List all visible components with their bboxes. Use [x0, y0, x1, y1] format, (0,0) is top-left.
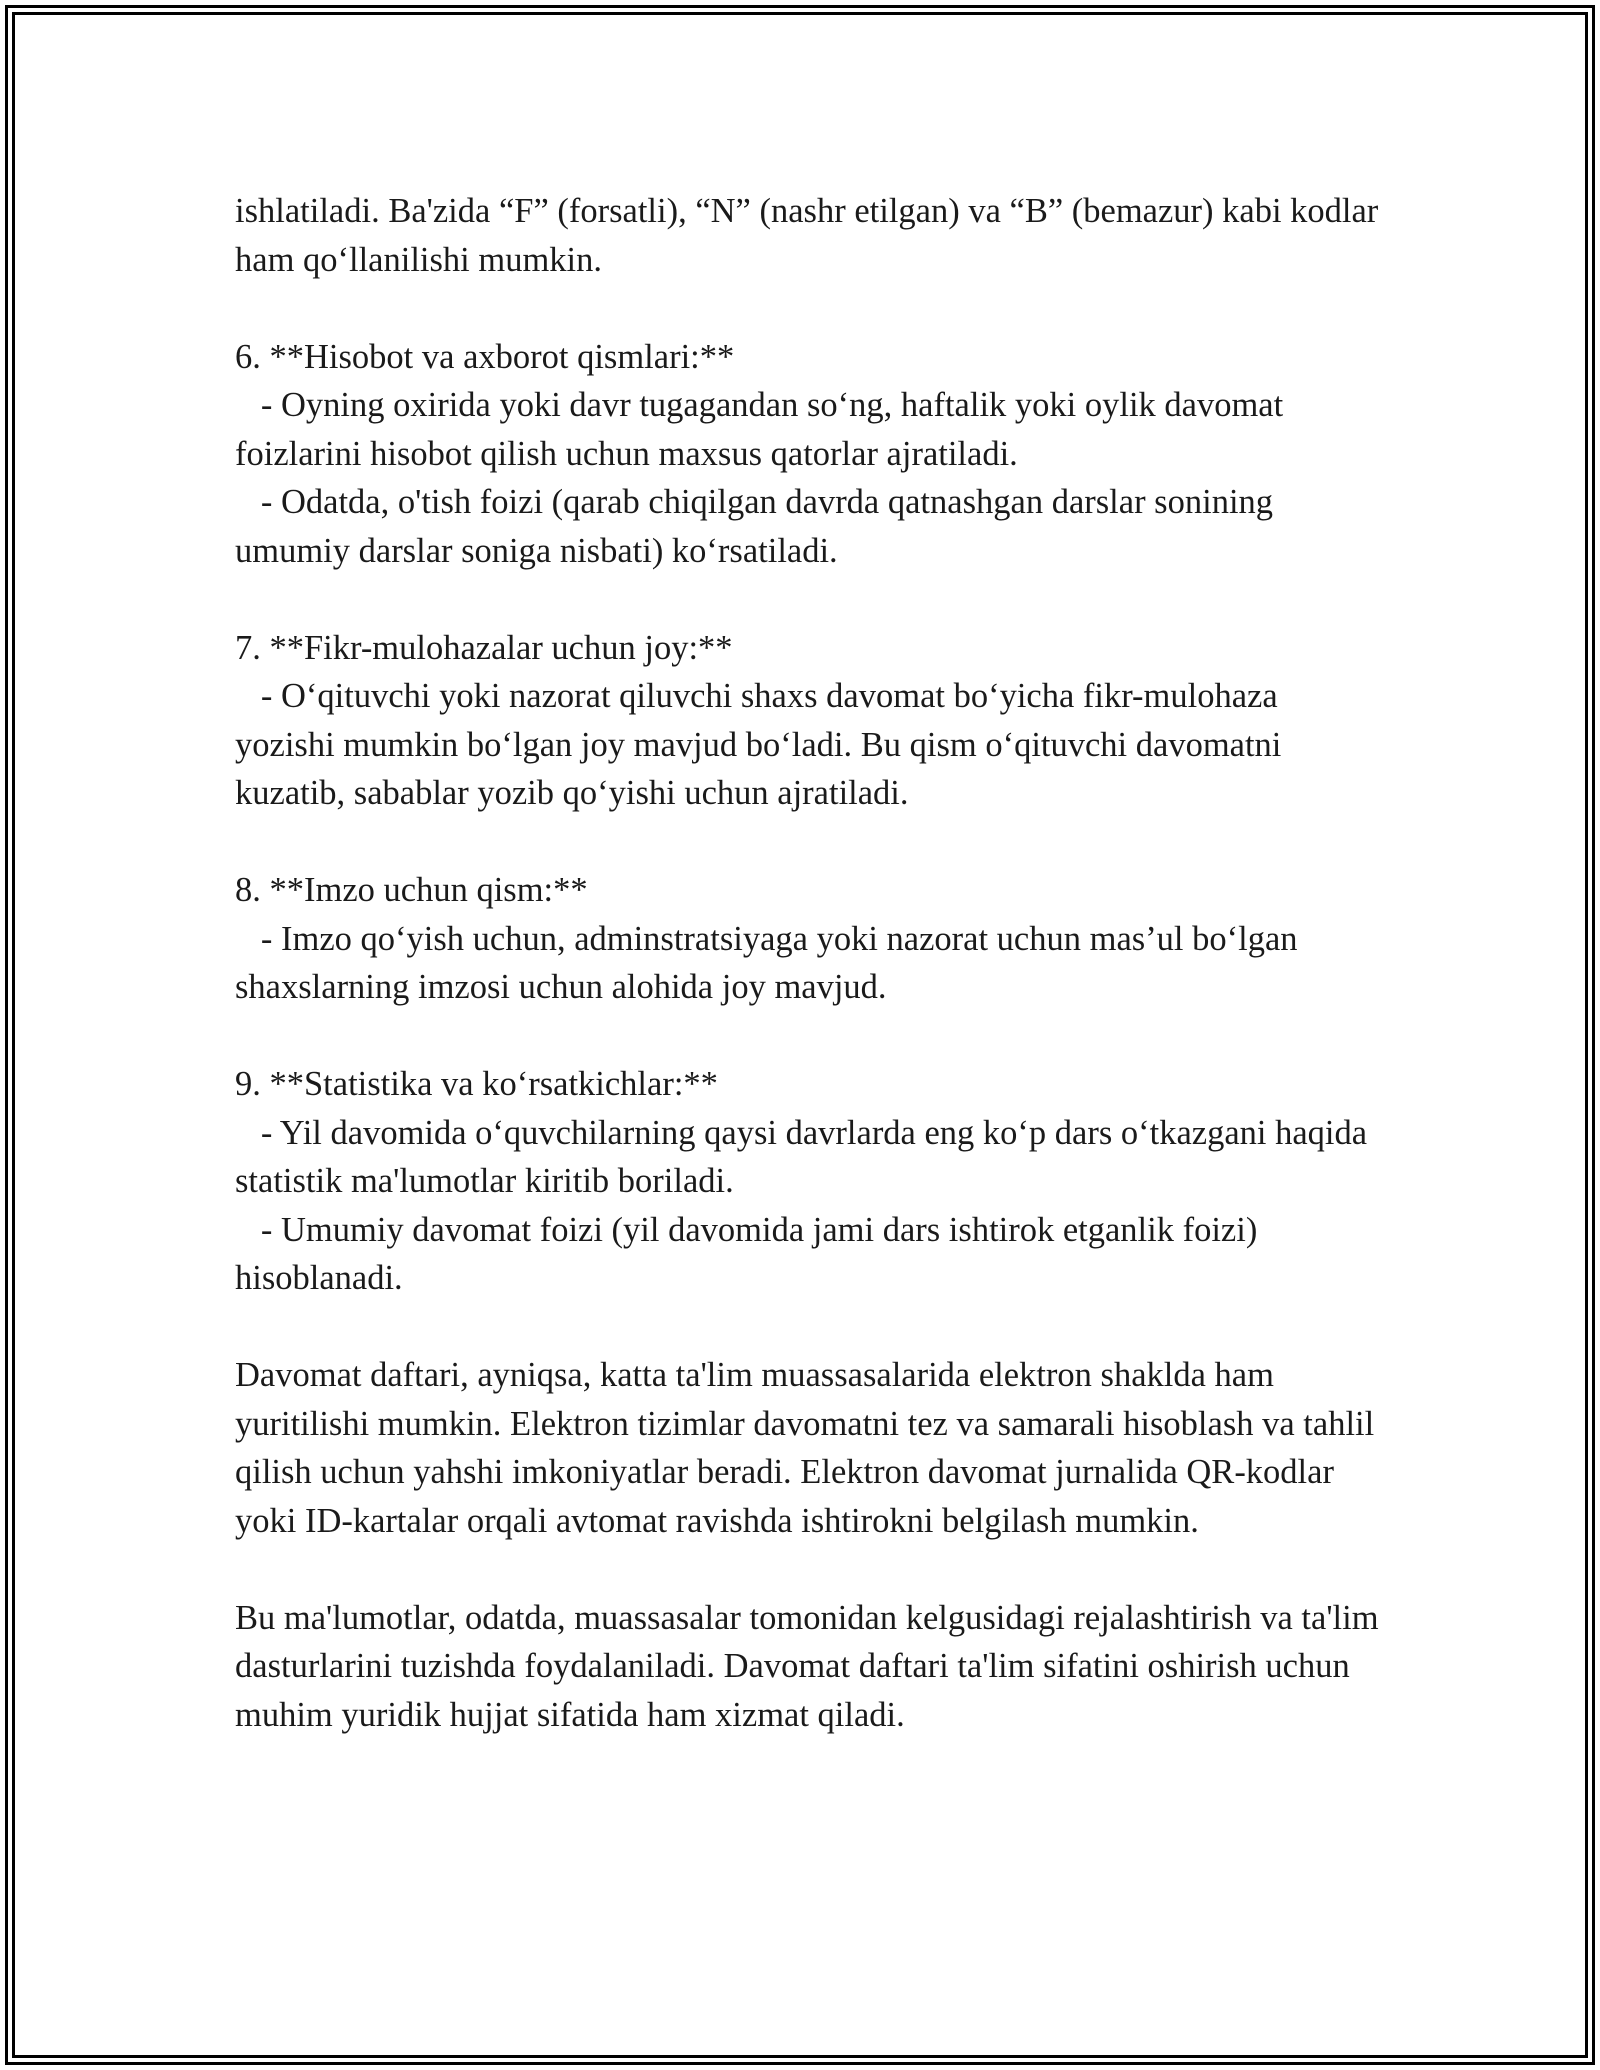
intro-paragraph: ishlatiladi. Ba'zida “F” (forsatli), “N” (nashr etilgan) va “B” (bemazur) kabi kodlar ham qo‘llanilishi mumkin. — [235, 192, 1387, 279]
section-6 — [235, 333, 1385, 576]
paragraph-spacer — [235, 575, 1385, 624]
paragraph-spacer — [235, 818, 1385, 867]
section-heading: 9. **Statistika va ko‘rsatkichlar:** — [235, 1065, 718, 1103]
section-7 — [235, 624, 1385, 818]
section-heading: 8. **Imzo uchun qism:** — [235, 871, 588, 909]
body-paragraph: Davomat daftari, ayniqsa, katta ta'lim muassasalarida elektron shaklda ham yuritilishi mumkin. Elektron tizimlar davomatni tez va samarali hisoblash va tahlil qilish uchun yahshi imkoniyatlar beradi. Elektron davomat jurnalida QR-kodlar yoki ID-kartalar orqali avtomat ravishda ishtirokni belgilash mumkin. — [235, 1356, 1383, 1540]
section-bullet: - Odatda, o'tish foizi (qarab chiqilgan davrda qatnashgan darslar sonining umumiy darslar soniga nisbati) ko‘rsatiladi. — [235, 483, 1282, 570]
document-body — [235, 187, 1388, 1739]
paragraph-spacer — [235, 1545, 1385, 1594]
paragraph-spacer — [235, 284, 1385, 333]
section-bullet: - Yil davomida o‘quvchilarning qaysi davrlarda eng ko‘p dars o‘tkazgani haqida statistik ma'lumotlar kiritib boriladi. — [235, 1113, 1376, 1200]
section-bullet: - Imzo qo‘yish uchun, adminstratsiyaga yoki nazorat uchun mas’ul bo‘lgan shaxslarning imzosi uchun alohida joy mavjud. — [235, 919, 1307, 1006]
section-heading: 6. **Hisobot va axborot qismlari:** — [235, 337, 735, 376]
paragraph-spacer — [235, 1012, 1385, 1061]
section-8 — [235, 866, 1385, 1012]
section-heading: 7. **Fikr-mulohazalar uchun joy:** — [235, 628, 733, 667]
paragraph-spacer — [235, 1303, 1385, 1352]
section-bullet: - O‘qituvchi yoki nazorat qiluvchi shaxs davomat bo‘yicha fikr-mulohaza yozishi mumkin bo‘lgan joy mavjud bo‘ladi. Bu qism o‘qituvchi davomatni kuzatib, sabablar yozib qo‘yishi uchun ajratiladi. — [235, 677, 1291, 812]
section-9 — [235, 1060, 1385, 1303]
section-bullet: - Umumiy davomat foizi (yil davomida jami dars ishtirok etganlik foizi) hisoblanadi. — [235, 1210, 1266, 1297]
section-bullet: - Oyning oxirida yoki davr tugagandan so‘ng, haftalik yoki oylik davomat foizlarini hisobot qilish uchun maxsus qatorlar ajratiladi. — [235, 386, 1292, 473]
body-paragraph: Bu ma'lumotlar, odatda, muassasalar tomonidan kelgusidagi rejalashtirish va ta'lim dasturlarini tuzishda foydalaniladi. Davomat daftari ta'lim sifatini oshirish uchun muhim yuridik hujjat sifatida ham xizmat qiladi. — [235, 1598, 1388, 1734]
